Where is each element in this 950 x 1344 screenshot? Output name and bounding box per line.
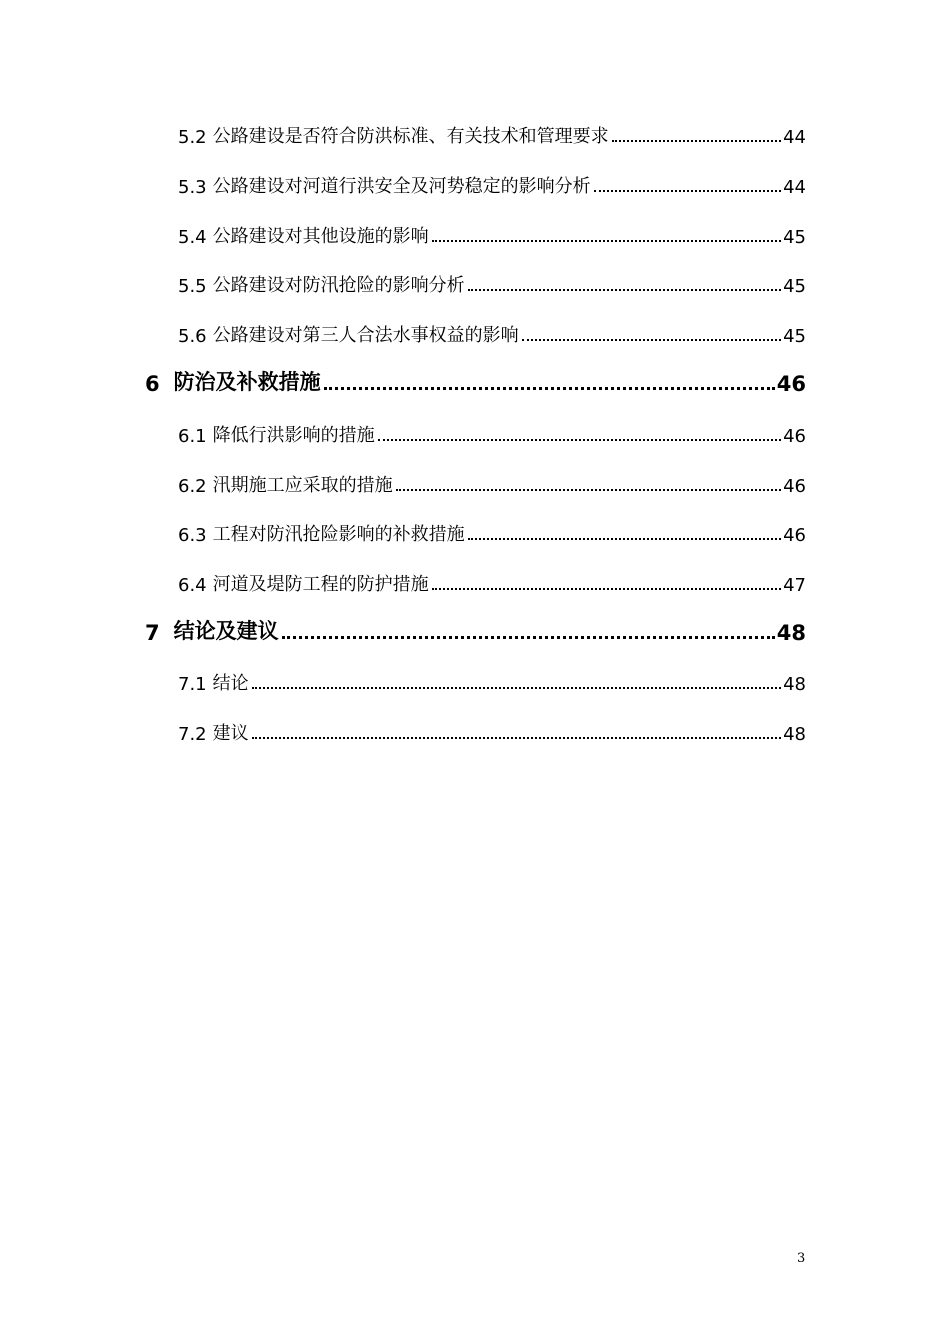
toc-entry-page: 47 <box>783 575 806 596</box>
toc-entry-number: 6.3 <box>178 525 207 546</box>
toc-entry-page: 45 <box>783 326 806 347</box>
toc-entry-6-1[interactable] <box>178 421 806 447</box>
toc-dot-leader <box>324 387 775 390</box>
toc-entry-5-4[interactable] <box>178 222 806 248</box>
toc-entry-number: 5.3 <box>178 177 207 198</box>
toc-entry-7-2[interactable] <box>178 719 806 745</box>
toc-entry-page: 46 <box>783 525 806 546</box>
toc-entry-number: 6.4 <box>178 575 207 596</box>
toc-entry-5-3[interactable] <box>178 172 806 198</box>
toc-chapter-title: 结论及建议 <box>173 619 279 643</box>
toc-chapter-page: 48 <box>776 621 806 645</box>
toc-entry-number: 5.5 <box>178 276 207 297</box>
toc-entry-7-1[interactable] <box>178 669 806 695</box>
toc-dot-leader <box>594 190 781 192</box>
toc-entry-6-3[interactable] <box>178 520 806 546</box>
toc-entry-title: 工程对防汛抢险影响的补救措施 <box>212 524 465 545</box>
toc-chapter-page: 46 <box>776 372 806 396</box>
toc-chapter-6[interactable] <box>145 366 806 396</box>
toc-entry-page: 44 <box>783 127 806 148</box>
toc-entry-title: 公路建设对第三人合法水事权益的影响 <box>212 325 519 346</box>
page-number: 3 <box>797 1251 806 1266</box>
toc-dot-leader <box>378 439 781 441</box>
toc-entry-page: 48 <box>783 724 806 745</box>
toc-entry-5-6[interactable] <box>178 321 806 347</box>
toc-entry-title: 公路建设是否符合防洪标准、有关技术和管理要求 <box>212 126 609 147</box>
toc-entry-title: 公路建设对防汛抢险的影响分析 <box>212 275 465 296</box>
toc-entry-number: 7.2 <box>178 724 207 745</box>
toc-dot-leader <box>252 687 781 689</box>
toc-entry-number: 6.2 <box>178 476 207 497</box>
toc-entry-number: 5.4 <box>178 227 207 248</box>
toc-entry-5-5[interactable] <box>178 271 806 297</box>
toc-entry-title: 汛期施工应采取的措施 <box>212 475 393 496</box>
toc-entry-page: 45 <box>783 276 806 297</box>
toc-dot-leader <box>396 489 781 491</box>
toc-entry-title: 建议 <box>212 723 249 744</box>
toc-entry-title: 公路建设对河道行洪安全及河势稳定的影响分析 <box>212 176 591 197</box>
toc-entry-title: 河道及堤防工程的防护措施 <box>212 574 429 595</box>
toc-dot-leader <box>252 737 781 739</box>
toc-chapter-number: 6 <box>145 372 160 396</box>
toc-entry-5-2[interactable] <box>178 122 806 148</box>
toc-dot-leader <box>432 588 781 590</box>
toc-dot-leader <box>468 538 781 540</box>
toc-entry-number: 5.6 <box>178 326 207 347</box>
toc-chapter-number: 7 <box>145 621 160 645</box>
toc-entry-page: 45 <box>783 227 806 248</box>
toc-entry-title: 结论 <box>212 673 249 694</box>
toc-entry-page: 46 <box>783 476 806 497</box>
toc-dot-leader <box>282 636 775 639</box>
toc-entry-number: 7.1 <box>178 674 207 695</box>
toc-dot-leader <box>522 339 781 341</box>
toc-entry-title: 公路建设对其他设施的影响 <box>212 226 429 247</box>
toc-entry-page: 44 <box>783 177 806 198</box>
toc-entry-number: 5.2 <box>178 127 207 148</box>
toc-entry-6-2[interactable] <box>178 471 806 497</box>
toc-dot-leader <box>432 240 781 242</box>
toc-dot-leader <box>468 289 781 291</box>
toc-entry-page: 46 <box>783 426 806 447</box>
toc-dot-leader <box>612 140 781 142</box>
toc-chapter-title: 防治及补救措施 <box>173 370 321 394</box>
toc-entry-page: 48 <box>783 674 806 695</box>
toc-entry-6-4[interactable] <box>178 570 806 596</box>
toc-entry-number: 6.1 <box>178 426 207 447</box>
toc-chapter-7[interactable] <box>145 615 806 645</box>
toc-entry-title: 降低行洪影响的措施 <box>212 425 375 446</box>
